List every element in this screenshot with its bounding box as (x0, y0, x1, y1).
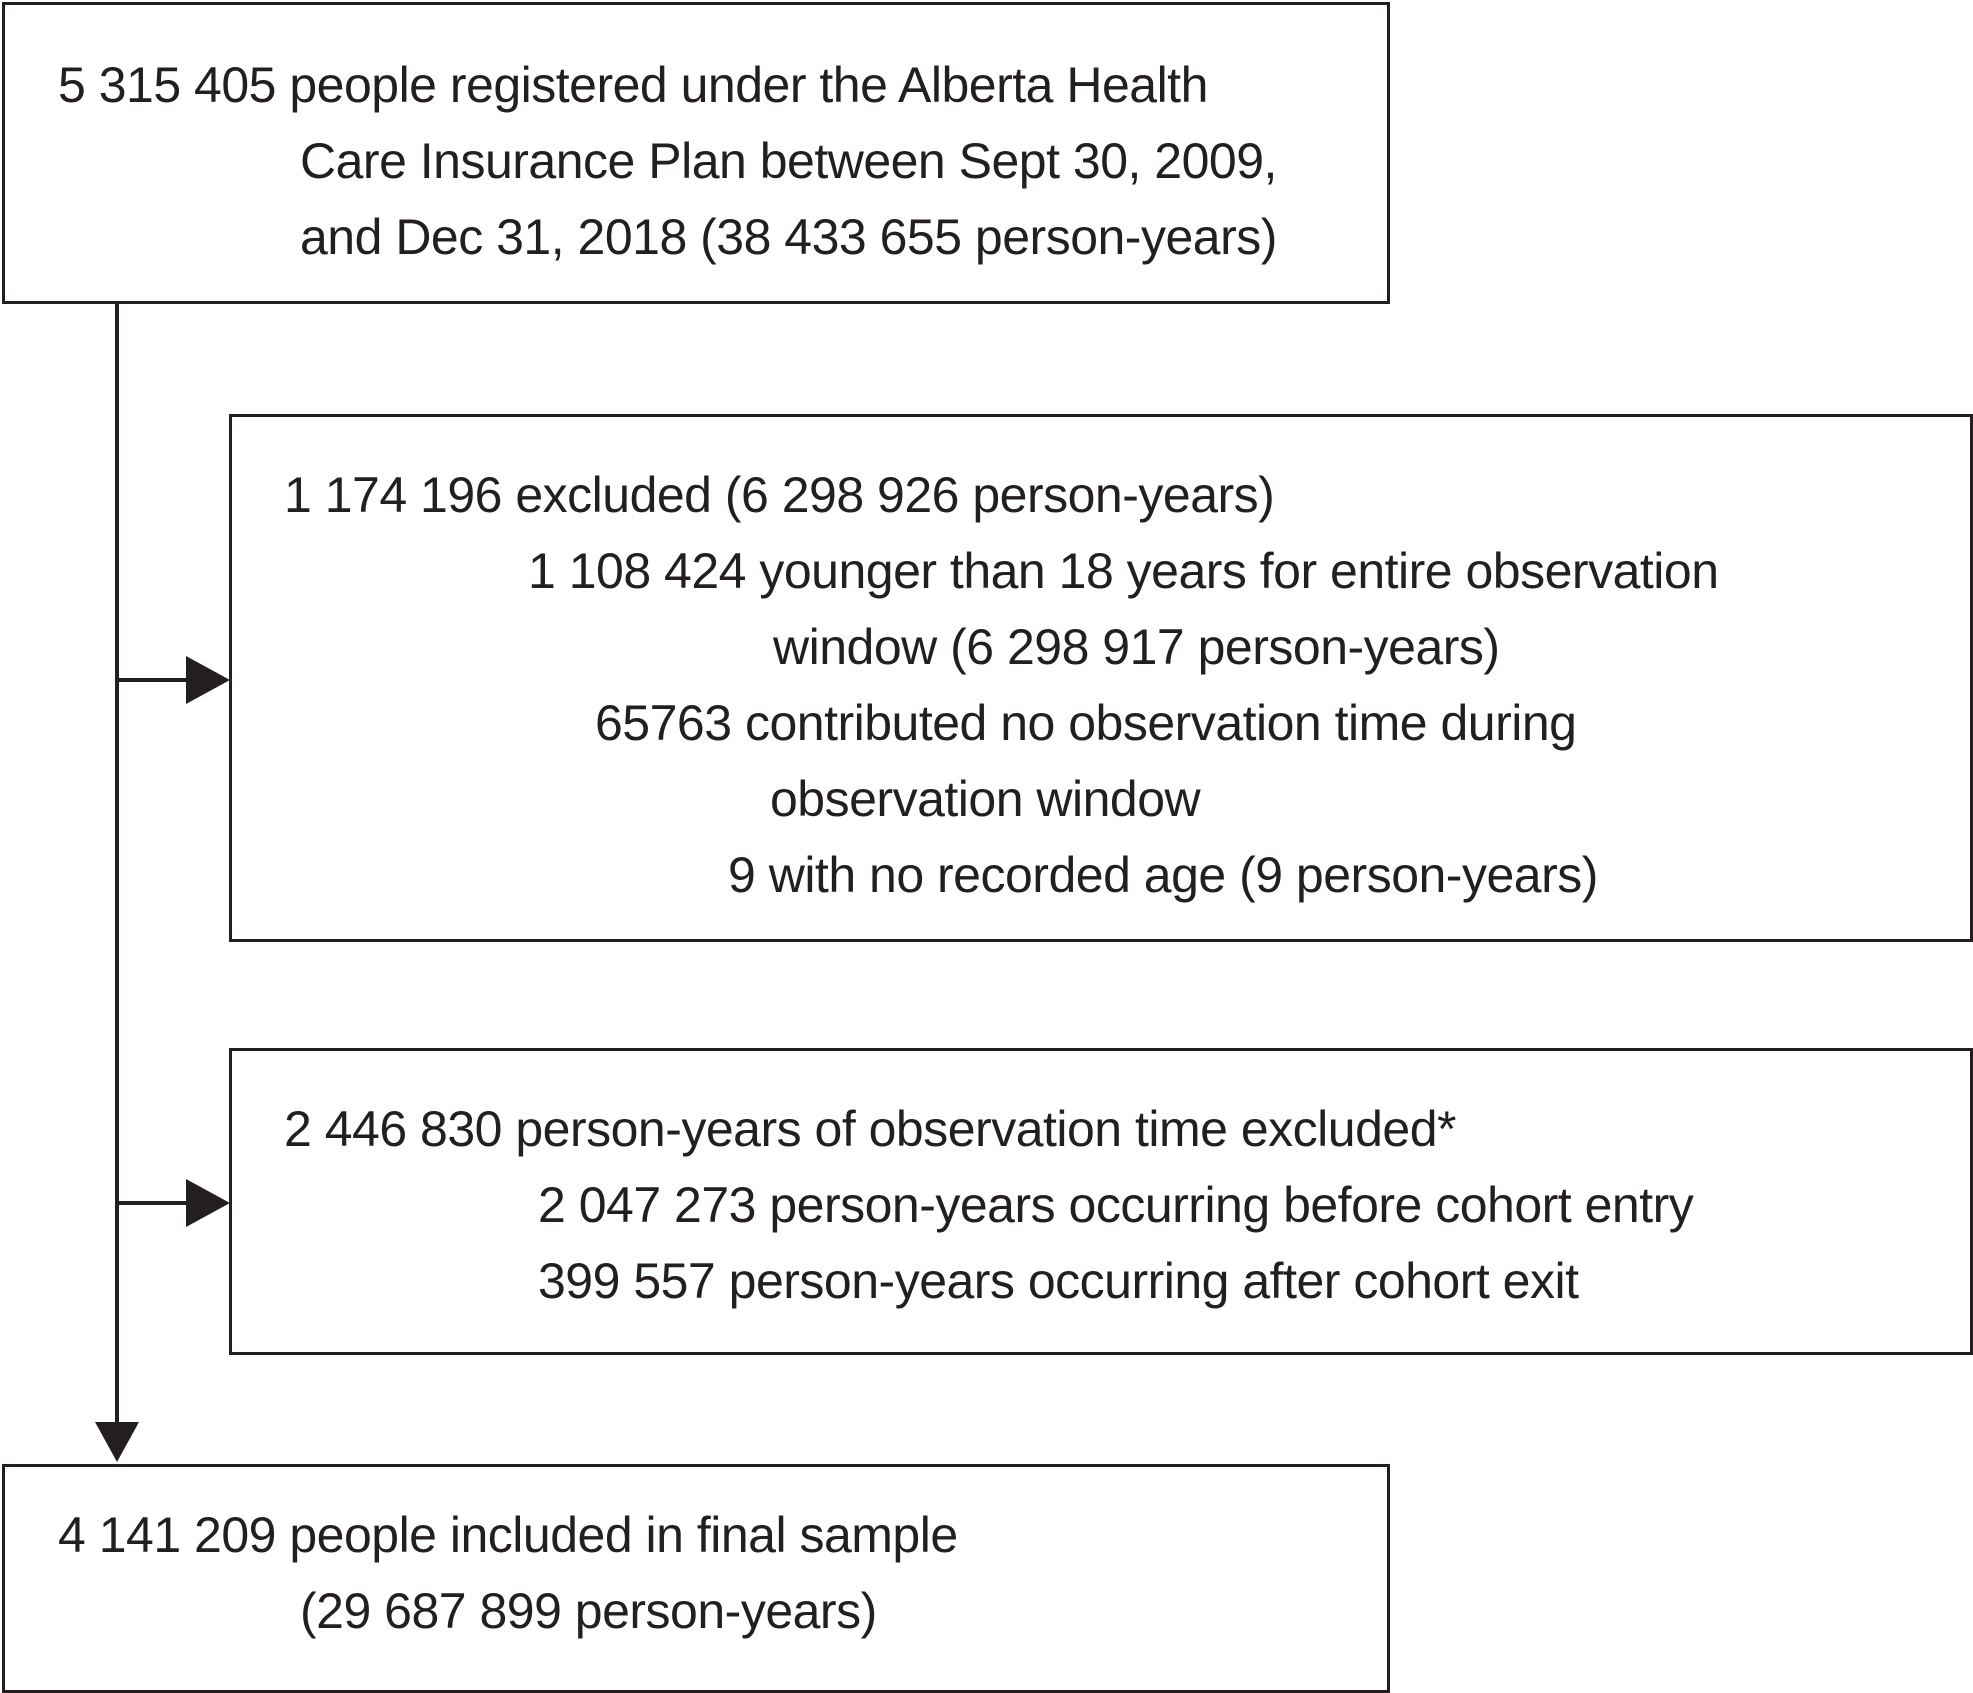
reason-under-18-line-2: window (6 298 917 person-years) (773, 619, 1500, 675)
reason-after-exit-count: 399 557 (538, 1253, 716, 1309)
reason-no-age (728, 837, 1598, 913)
final-sample-text: people included in final sample (289, 1507, 958, 1563)
registered-text-1: people registered under the Alberta Health (289, 57, 1208, 113)
reason-under-18-text: younger than 18 years for entire observation (759, 543, 1719, 599)
reason-no-observation (595, 685, 1576, 761)
arrow-head-final (95, 1422, 139, 1462)
reason-no-observation-count: 65763 (595, 695, 732, 751)
reason-under-18-count: 1 108 424 (528, 543, 746, 599)
registered-count: 5 315 405 (58, 57, 276, 113)
final-sample-count: 4 141 209 (58, 1507, 276, 1563)
final-sample-box (2, 1464, 1390, 1693)
reason-after-exit-text: person-years occurring after cohort exit (728, 1253, 1579, 1309)
registered-line-3: and Dec 31, 2018 (38 433 655 person-years) (300, 209, 1277, 265)
final-sample-line-2: (29 687 899 person-years) (300, 1583, 877, 1639)
arrow-head-excluded (186, 656, 230, 704)
reason-no-age-count: 9 (728, 847, 756, 903)
reason-before-entry-count: 2 047 273 (538, 1177, 756, 1233)
final-sample-line-1 (58, 1497, 958, 1573)
reason-before-entry-text: person-years occurring before cohort entry (769, 1177, 1694, 1233)
time-excluded-count: 2 446 830 (284, 1101, 502, 1157)
reason-no-observation-text: contributed no observation time during (744, 695, 1577, 751)
excluded-text: excluded (6 298 926 person-years) (515, 467, 1275, 523)
registered-line-2: Care Insurance Plan between Sept 30, 2009, (300, 133, 1277, 189)
registered-box (2, 2, 1390, 304)
reason-no-age-text: with no recorded age (9 person-years) (768, 847, 1598, 903)
arrow-head-time-excluded (186, 1179, 230, 1227)
reason-after-exit (538, 1243, 1578, 1319)
excluded-header (284, 457, 1274, 533)
reason-no-observation-line-2: observation window (770, 771, 1201, 827)
excluded-count: 1 174 196 (284, 467, 502, 523)
reason-under-18 (528, 533, 1719, 609)
time-excluded-box (229, 1048, 1973, 1355)
excluded-box (229, 414, 1973, 942)
registered-line-1 (58, 47, 1208, 123)
time-excluded-text: person-years of observation time excluded* (515, 1101, 1456, 1157)
time-excluded-header (284, 1091, 1456, 1167)
reason-before-entry (538, 1167, 1693, 1243)
